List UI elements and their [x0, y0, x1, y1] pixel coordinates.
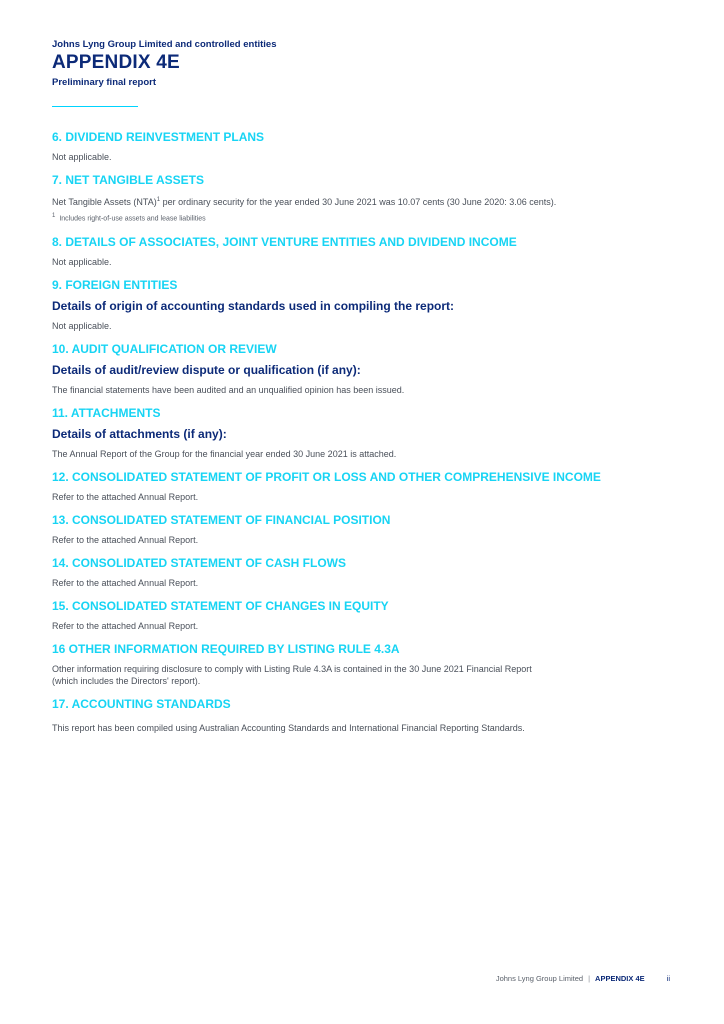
- section-10-subtitle: Details of audit/review dispute or qualification (if any):: [52, 363, 361, 378]
- report-content: [52, 130, 672, 744]
- nta-text-after: per ordinary security for the year ended 30 June 2021 was 10.07 cents (30 June 2020: 3.06 cents).: [160, 197, 557, 207]
- section-13-title: 13. CONSOLIDATED STATEMENT OF FINANCIAL POSITION: [52, 513, 391, 528]
- section-11-text: The Annual Report of the Group for the financial year ended 30 June 2021 is attached.: [52, 449, 397, 460]
- company-name: Johns Lyng Group Limited and controlled entities: [52, 39, 277, 50]
- page-footer: [496, 974, 670, 983]
- section-12-text: Refer to the attached Annual Report.: [52, 492, 199, 503]
- section-7-text: [52, 194, 672, 208]
- section-8-title: 8. DETAILS OF ASSOCIATES, JOINT VENTURE ENTITIES AND DIVIDEND INCOME: [52, 235, 517, 250]
- footnote-text: Includes right-of-use assets and lease liabilities: [59, 215, 206, 223]
- section-6-title: 6. DIVIDEND REINVESTMENT PLANS: [52, 130, 265, 144]
- section-9-subtitle: Details of origin of accounting standards used in compiling the report:: [52, 299, 455, 314]
- nta-text-before: Net Tangible Assets (NTA): [52, 197, 157, 207]
- section-10-text: The financial statements have been audited and an unqualified opinion has been issued.: [52, 385, 405, 396]
- section-11-subtitle: Details of attachments (if any):: [52, 427, 227, 442]
- section-9-title: 9. FOREIGN ENTITIES: [52, 278, 178, 293]
- section-16-line-2: (which includes the Directors' report).: [52, 676, 201, 687]
- footnote-marker: 1: [156, 197, 161, 203]
- section-16-text: [52, 663, 672, 687]
- section-15-title: 15. CONSOLIDATED STATEMENT OF CHANGES IN EQUITY: [52, 599, 389, 614]
- document-header: [52, 38, 277, 89]
- section-9-text: Not applicable.: [52, 321, 112, 332]
- page-title: APPENDIX 4E: [52, 52, 180, 73]
- footer-label: APPENDIX 4E: [595, 974, 645, 983]
- section-8-text: Not applicable.: [52, 257, 112, 268]
- section-11-title: 11. ATTACHMENTS: [52, 406, 161, 421]
- section-14-text: Refer to the attached Annual Report.: [52, 578, 199, 589]
- section-13-text: Refer to the attached Annual Report.: [52, 535, 199, 546]
- section-16-line-1: Other information requiring disclosure to comply with Listing Rule 4.3A is contained in the 30 June 2021 Financial Report: [52, 664, 532, 675]
- section-12-title: 12. CONSOLIDATED STATEMENT OF PROFIT OR LOSS AND OTHER COMPREHENSIVE INCOME: [52, 470, 601, 485]
- page-subtitle: Preliminary final report: [52, 77, 157, 88]
- footer-separator: |: [588, 974, 591, 983]
- section-6-text: Not applicable.: [52, 152, 112, 162]
- header-divider: [52, 106, 138, 107]
- section-14-title: 14. CONSOLIDATED STATEMENT OF CASH FLOWS: [52, 556, 346, 571]
- section-15-text: Refer to the attached Annual Report.: [52, 621, 199, 632]
- section-7-footnote: [52, 211, 672, 224]
- page-number: ii: [666, 974, 670, 983]
- section-17-text: This report has been compiled using Australian Accounting Standards and International Financial Reporting Standards.: [52, 723, 525, 734]
- section-10-title: 10. AUDIT QUALIFICATION OR REVIEW: [52, 342, 277, 357]
- section-17-title: 17. ACCOUNTING STANDARDS: [52, 697, 231, 712]
- footer-company: Johns Lyng Group Limited: [495, 974, 584, 983]
- section-7-title: 7. NET TANGIBLE ASSETS: [52, 173, 205, 187]
- footnote-number: 1: [52, 213, 56, 219]
- section-16-title: 16 OTHER INFORMATION REQUIRED BY LISTING RULE 4.3A: [52, 642, 400, 657]
